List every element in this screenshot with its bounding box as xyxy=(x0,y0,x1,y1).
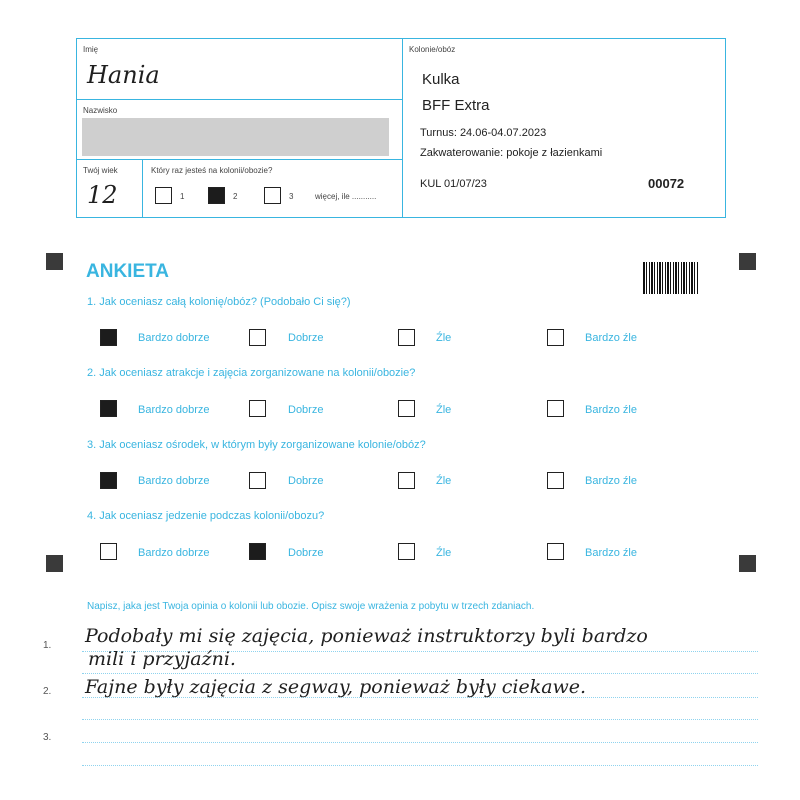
name-value[interactable]: Hania xyxy=(87,61,160,89)
answer-line-2-text[interactable]: Fajne były zajęcia z segway, ponieważ były ciekawe. xyxy=(85,676,587,698)
q1-checkbox-bardzo-dobrze[interactable] xyxy=(100,329,117,346)
registration-marker xyxy=(46,555,63,572)
registration-marker xyxy=(739,555,756,572)
lodging: Zakwaterowanie: pokoje z łazienkami xyxy=(420,147,603,159)
registration-marker xyxy=(739,253,756,270)
q4-checkbox-bardzo-dobrze[interactable] xyxy=(100,543,117,560)
times-checkbox-2[interactable] xyxy=(208,187,225,204)
line-number-1: 1. xyxy=(43,640,52,651)
surname-redaction xyxy=(82,118,389,156)
q1-option-label: Dobrze xyxy=(288,332,324,344)
q3-option-label: Bardzo źle xyxy=(585,475,637,487)
q2-checkbox-bardzo-zle[interactable] xyxy=(547,400,564,417)
q1-checkbox-bardzo-zle[interactable] xyxy=(547,329,564,346)
surname-label: Nazwisko xyxy=(83,106,118,115)
line-number-2: 2. xyxy=(43,686,52,697)
q3-option-label: Źle xyxy=(436,475,452,487)
times-more: więcej, ile ........... xyxy=(315,192,377,201)
registration-marker xyxy=(46,253,63,270)
q3-checkbox-dobrze[interactable] xyxy=(249,472,266,489)
q2-checkbox-dobrze[interactable] xyxy=(249,400,266,417)
times-label: Który raz jesteś na kolonii/obozie? xyxy=(151,166,273,175)
q4-option-label: Dobrze xyxy=(288,547,324,559)
q2-option-label: Bardzo dobrze xyxy=(138,404,210,416)
times-checkbox-1[interactable] xyxy=(155,187,172,204)
answer-line xyxy=(82,765,758,766)
q1-checkbox-dobrze[interactable] xyxy=(249,329,266,346)
q4-option-label: Bardzo dobrze xyxy=(138,547,210,559)
times-checkbox-3[interactable] xyxy=(264,187,281,204)
form-number: 00072 xyxy=(648,176,685,191)
answer-line-1-continued[interactable]: mili i przyjaźni. xyxy=(88,648,236,670)
camp-label: Kolonie/obóz xyxy=(409,45,456,54)
q3-checkbox-bardzo-zle[interactable] xyxy=(547,472,564,489)
q2-option-label: Bardzo źle xyxy=(585,404,637,416)
q3-option-label: Bardzo dobrze xyxy=(138,475,210,487)
opinion-prompt: Napisz, jaka jest Twoja opinia o kolonii lub obozie. Opisz swoje wrażenia z pobytu w trzech zdaniach. xyxy=(87,601,535,612)
answer-line-1-text[interactable]: Podobały mi się zajęcia, ponieważ instruktorzy byli bardzo xyxy=(85,625,648,647)
q2-checkbox-zle[interactable] xyxy=(398,400,415,417)
question-1: 1. Jak oceniasz całą kolonię/obóz? (Podobało Ci się?) xyxy=(87,296,351,308)
age-label: Twój wiek xyxy=(83,166,118,175)
question-3: 3. Jak oceniasz ośrodek, w którym były zorganizowane kolonie/obóz? xyxy=(87,439,426,451)
q3-checkbox-zle[interactable] xyxy=(398,472,415,489)
q1-option-label: Bardzo źle xyxy=(585,332,637,344)
q4-option-label: Źle xyxy=(436,547,452,559)
name-label: Imię xyxy=(83,45,99,54)
camp-name: Kulka xyxy=(422,71,460,88)
q3-option-label: Dobrze xyxy=(288,475,324,487)
question-4: 4. Jak oceniasz jedzenie podczas kolonii/obozu? xyxy=(87,510,325,522)
turnus: Turnus: 24.06-04.07.2023 xyxy=(420,127,547,139)
q3-checkbox-bardzo-dobrze[interactable] xyxy=(100,472,117,489)
header-row-divider xyxy=(77,159,402,160)
q2-option-label: Dobrze xyxy=(288,404,324,416)
q2-checkbox-bardzo-dobrze[interactable] xyxy=(100,400,117,417)
camp-variant: BFF Extra xyxy=(422,97,490,114)
header-col-divider xyxy=(142,159,143,217)
barcode xyxy=(643,262,699,294)
q4-checkbox-dobrze[interactable] xyxy=(249,543,266,560)
q2-option-label: Źle xyxy=(436,404,452,416)
age-value[interactable]: 12 xyxy=(87,181,118,209)
header-divider xyxy=(402,39,403,217)
camp-code: KUL 01/07/23 xyxy=(420,178,487,190)
header-row-divider xyxy=(77,99,402,100)
answer-line xyxy=(82,673,758,674)
answer-line xyxy=(82,719,758,720)
times-option-1: 1 xyxy=(180,192,185,201)
q4-checkbox-zle[interactable] xyxy=(398,543,415,560)
line-number-3: 3. xyxy=(43,732,52,743)
survey-title: ANKIETA xyxy=(86,261,170,282)
answer-line xyxy=(82,742,758,743)
header-form xyxy=(76,38,726,218)
q4-option-label: Bardzo źle xyxy=(585,547,637,559)
question-2: 2. Jak oceniasz atrakcje i zajęcia zorganizowane na kolonii/obozie? xyxy=(87,367,416,379)
q1-option-label: Źle xyxy=(436,332,452,344)
q1-option-label: Bardzo dobrze xyxy=(138,332,210,344)
q4-checkbox-bardzo-zle[interactable] xyxy=(547,543,564,560)
q1-checkbox-zle[interactable] xyxy=(398,329,415,346)
times-option-3: 3 xyxy=(289,192,294,201)
times-option-2: 2 xyxy=(233,192,238,201)
